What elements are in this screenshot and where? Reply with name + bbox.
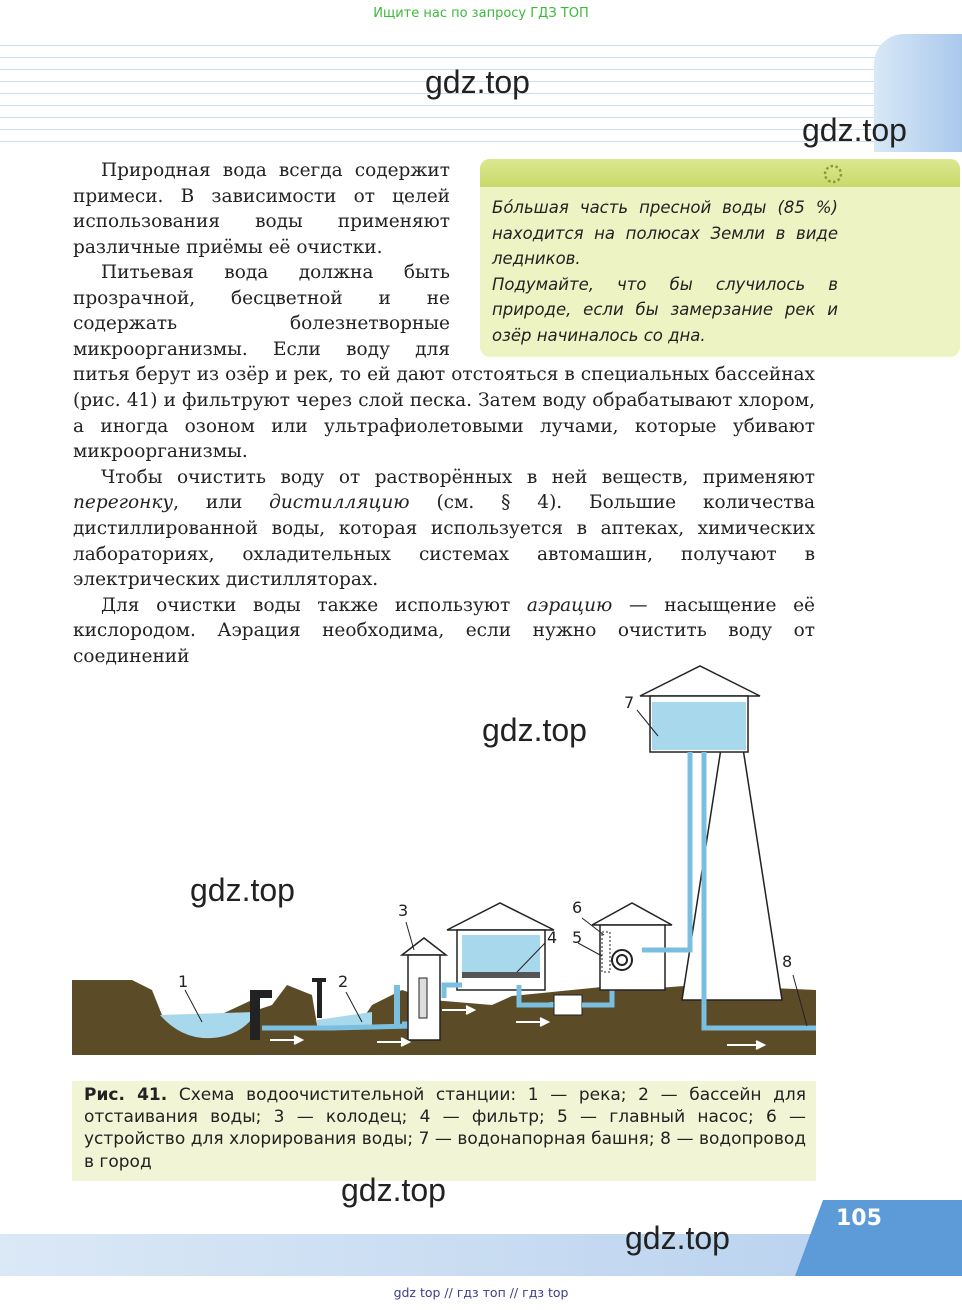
paragraph-1: Природная вода всегда содержит примеси. В зависимости от целей использования воды применяют различные приёмы её очистки. [73,160,450,258]
note-header [480,159,960,187]
page-number: 105 [836,1206,882,1231]
top-search-note: Ищите нас по запросу ГДЗ ТОП [373,6,589,21]
paragraph-4-text: Для очистки воды также используют аэрацию — насыщение её кислородом. Аэрация необходима, если нужно очистить воду от соединений [73,594,815,667]
watermark: gdz.top [190,872,295,908]
watermark: gdz.top [802,112,907,148]
watermark: gdz.top [341,1172,446,1208]
caption-body: Схема водоочистительной станции: 1 — река; 2 — бассейн для отстаивания воды; 3 — колодец; 4 — фильтр; 5 — главный насос; 6 — устройство для хлорирования воды; 7 — водонапорная башня; 8 — водопровод в город [84,1085,806,1172]
note-fact: Бóльшая часть пресной воды (85 %) находится на полюсах Земли в виде ледников. [492,198,838,268]
figure-label-2: 2 [338,972,349,991]
caption-prefix: Рис. 41. [84,1085,168,1105]
figure-label-4: 4 [547,928,558,947]
text-column-narrow [73,158,450,260]
water-treatment-figure [72,660,817,1060]
figure-label-6: 6 [572,898,583,917]
pump-house [592,903,672,990]
paragraph-2-text: Питьевая вода должна быть прозрачной, бесцветной и не содержать болезнетворные микроорганизмы. Если воду для питья берут из озёр и рек, то ей дают отстояться в специальных бассейнах (рис. 41) и фильтруют через слой песка. Затем воду обрабатывают хлором, а иногда озоном или ультрафиолетовыми лучами, которые убивают микроорганизмы. [73,262,815,463]
paragraph-3-text: Чтобы очистить воду от растворённых в ней веществ, применяют перегонку, или дистилляцию (см. § 4). Большие количества дистиллированной воды, которая используется в аптеках, химических лабораториях, охладительных системах автомашин, получают в электрических дистилляторах. [73,466,815,591]
note-box [480,159,960,357]
bottom-links[interactable]: gdz top // гдз топ // гдз top [393,1285,569,1300]
figure-label-7: 7 [624,693,635,712]
figure-label-3: 3 [398,901,409,920]
note-question: Подумайте, что бы случилось в природе, если бы замерзание рек и озёр начиналось со дна. [492,274,838,345]
figure-label-8: 8 [782,952,793,971]
figure-caption [84,1084,806,1173]
figure-label-5: 5 [572,928,583,947]
note-text [492,195,838,348]
figure-label-1: 1 [178,972,189,991]
watermark: gdz.top [482,712,587,748]
watermark: gdz.top [425,64,530,100]
dotted-circle-icon [822,163,844,185]
watermark: gdz.top [625,1220,730,1256]
water-tower [640,666,816,1028]
